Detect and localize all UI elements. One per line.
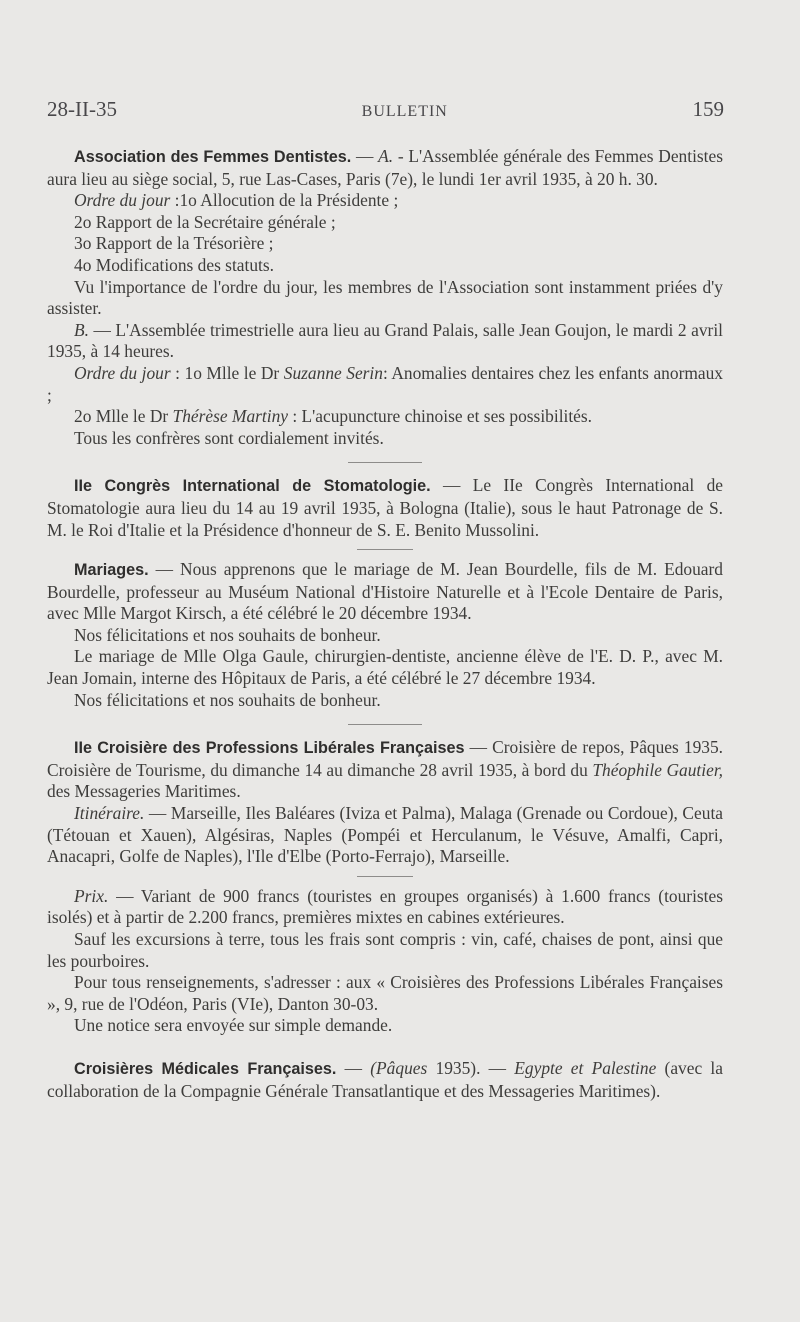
paragraph: Sauf les excursions à terre, tous les frais sont compris : vin, café, chaises de pont, ainsi que les pourboires.	[47, 929, 723, 971]
text: des Messageries Maritimes.	[47, 781, 241, 802]
paragraph	[47, 559, 723, 625]
destination: Egypte et Palestine	[514, 1057, 657, 1078]
text: 2o Mlle le Dr	[74, 406, 169, 427]
paragraph: Tous les confrères sont cordialement invités.	[74, 427, 384, 448]
label: B.	[74, 319, 89, 340]
label: Ordre du jour	[74, 190, 171, 211]
text: - L'Assemblée générale des Femmes Dentistes aura lieu au siège social, 5, rue Las-Cases, Paris (7e), le lundi 1er avril 1935, à 20 h. 30.	[47, 146, 723, 189]
text: :1o Allocution de la Présidente ;	[174, 190, 399, 211]
list-item: 4o Modifications des statuts.	[74, 254, 274, 275]
paragraph: B. — L'Assemblée trimestrielle aura lieu au Grand Palais, salle Jean Goujon, le mardi 2 avril 1935, à 14 heures.	[47, 319, 723, 362]
paragraph	[47, 475, 723, 541]
paragraph	[47, 406, 723, 428]
separator-rule	[357, 876, 413, 877]
section-heading: IIe Croisière des Professions Libérales Françaises	[74, 739, 465, 758]
paragraph	[47, 803, 723, 868]
page-header	[47, 97, 724, 122]
text: 1935). —	[435, 1057, 507, 1078]
text: — Marseille, Iles Baléares (Iviza et Palma), Malaga (Grenade ou Cordoue), Ceuta (Tétouan et Xauen), Algésiras, Naples (Pompéi et Herculanum, le Vésuve, Amalfi, Capri, Anacapri, Golfe de Naples), l'Ile d'Elbe (Porto-Ferrajo), Marseille.	[47, 803, 723, 867]
text: — Le IIe Congrès International de Stomatologie aura lieu du 14 au 19 avril 1935, à Bologna (Italie), sous le haut Patronage de S. M. le Roi d'Italie et la Présidence d'honneur de S. E. Benito Mussolini.	[47, 475, 723, 540]
text: (avec la collaboration de la Compagnie Générale Transatlantique et des Messageries Maritimes).	[47, 1057, 723, 1101]
text: L'Assemblée trimestrielle aura lieu au Grand Palais, salle Jean Goujon, le mardi 2 avril 1935, à 14 heures.	[47, 319, 723, 362]
page-number: 159	[692, 97, 724, 121]
section-heading: Mariages.	[74, 561, 149, 580]
section-heading: Association des Femmes Dentistes.	[74, 148, 352, 166]
text: : Anomalies dentaires chez les enfants anormaux ;	[47, 362, 724, 405]
list-item: 3o Rapport de la Trésorière ;	[74, 233, 274, 254]
section-congres-stomatologie	[47, 475, 723, 541]
section-heading: IIe Congrès International de Stomatologie.	[74, 477, 431, 496]
section-croisiere-professions	[47, 737, 723, 1037]
separator-rule	[348, 462, 422, 463]
section-heading: Croisières Médicales Françaises.	[74, 1059, 337, 1078]
label: Prix.	[74, 885, 109, 906]
person-name: Thérèse Martiny	[172, 406, 288, 427]
separator-rule	[348, 724, 422, 725]
running-title: BULLETIN	[361, 103, 448, 120]
label: Itinéraire.	[74, 803, 145, 824]
spacer	[47, 1037, 723, 1058]
issue-date: 28-II-35	[47, 97, 117, 121]
paragraph	[47, 886, 723, 929]
paragraph: Le mariage de Mlle Olga Gaule, chirurgien-dentiste, ancienne élève de l'E. D. P., avec M. Jean Jomain, interne des Hôpitaux de Paris, a été célébré le 27 décembre 1934.	[47, 646, 723, 689]
paragraph: Association des Femmes Dentistes. — A. - L'Assemblée générale des Femmes Dentistes aura lieu au siège social, 5, rue Las-Cases, Paris (7e), le lundi 1er avril 1935, à 20 h. 30.	[47, 146, 723, 189]
paragraph	[47, 190, 723, 212]
separator-rule	[357, 549, 413, 550]
paragraph: Nos félicitations et nos souhaits de bonheur.	[74, 689, 381, 710]
ship-name: Théophile Gautier,	[592, 759, 723, 780]
text: —	[344, 1057, 363, 1078]
page-body	[47, 146, 723, 1102]
paragraph	[47, 1058, 723, 1102]
paragraph: Vu l'importance de l'ordre du jour, les membres de l'Association sont instamment priées d'y assister.	[47, 276, 723, 319]
text: — Croisière de repos, Pâques 1935. Croisière de Tourisme, du dimanche 14 au dimanche 28 avril 1935, à bord du	[47, 737, 723, 780]
label: (Pâques	[370, 1057, 428, 1078]
label: A.	[378, 146, 394, 166]
paragraph	[47, 363, 723, 406]
label: Ordre du jour	[74, 362, 171, 383]
text: — Variant de 900 francs (touristes en groupes organisés) à 1.600 francs (touristes isolés) et à partir de 2.200 francs, premières mixtes en cabines extérieures.	[47, 885, 723, 928]
text: : L'acupuncture chinoise et ses possibilités.	[292, 406, 593, 427]
paragraph: Pour tous renseignements, s'adresser : aux « Croisières des Professions Libérales Françaises », 9, rue de l'Odéon, Paris (VIe), Danton 30-03.	[47, 972, 723, 1014]
section-mariages	[47, 559, 723, 711]
person-name: Suzanne Serin	[283, 362, 383, 383]
text: — Nous apprenons que le mariage de M. Jean Bourdelle, fils de M. Edouard Bourdelle, professeur au Muséum National d'Histoire Naturelle et à l'Ecole Dentaire de Paris, avec Mlle Margot Kirsch, a été célébré le 20 décembre 1934.	[47, 559, 723, 624]
paragraph	[47, 737, 723, 803]
section-croisieres-medicales	[47, 1058, 723, 1102]
text: : 1o Mlle le Dr	[175, 362, 280, 383]
list-item: 2o Rapport de la Secrétaire générale ;	[74, 211, 336, 232]
paragraph: Une notice sera envoyée sur simple demande.	[74, 1015, 393, 1036]
section-femmes-dentistes	[47, 146, 723, 449]
paragraph: Nos félicitations et nos souhaits de bonheur.	[74, 624, 381, 645]
